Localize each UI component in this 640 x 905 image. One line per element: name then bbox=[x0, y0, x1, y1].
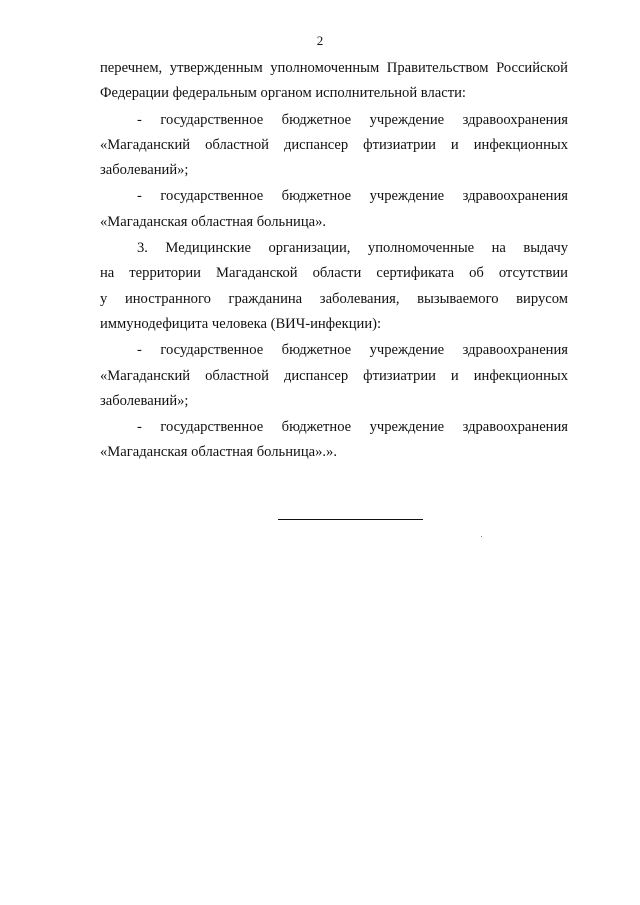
list-item-dispanser-1 bbox=[100, 108, 568, 184]
text-line: 3. Медицинские организации, уполномоченные на выдачу bbox=[137, 240, 568, 257]
document-body bbox=[100, 56, 568, 466]
list-item-hospital-1 bbox=[100, 184, 568, 235]
paragraph-item-3 bbox=[100, 236, 568, 337]
text-line: заболеваний»; bbox=[100, 392, 189, 409]
list-item-hospital-2 bbox=[100, 415, 568, 466]
text-line: Федерации федеральным органом исполнительной власти: bbox=[100, 85, 466, 102]
text-line: - государственное бюджетное учреждение здравоохранения bbox=[137, 111, 568, 128]
text-line: - государственное бюджетное учреждение здравоохранения bbox=[137, 188, 568, 205]
paragraph-intro bbox=[100, 56, 568, 107]
end-separator-line bbox=[278, 519, 423, 520]
text-line: иммунодефицита человека (ВИЧ-инфекции): bbox=[100, 315, 382, 332]
text-line: - государственное бюджетное учреждение здравоохранения bbox=[137, 419, 568, 436]
text-line: «Магаданская областная больница». bbox=[100, 213, 327, 230]
text-line: заболеваний»; bbox=[100, 162, 189, 179]
page-number: 2 bbox=[316, 33, 324, 48]
text-line: «Магаданский областной диспансер фтизиатрии и инфекционных bbox=[100, 136, 568, 153]
scan-speck bbox=[481, 536, 482, 537]
text-line: - государственное бюджетное учреждение здравоохранения bbox=[137, 342, 568, 359]
text-line: перечнем, утвержденным уполномоченным Правительством Российской bbox=[100, 60, 568, 76]
text-line: «Магаданская областная больница».». bbox=[100, 444, 337, 461]
text-line: на территории Магаданской области сертификата об отсутствии bbox=[100, 265, 568, 282]
text-line: у иностранного гражданина заболевания, вызываемого вирусом bbox=[100, 290, 568, 307]
text-line: «Магаданский областной диспансер фтизиатрии и инфекционных bbox=[100, 367, 568, 384]
list-item-dispanser-2 bbox=[100, 338, 568, 414]
